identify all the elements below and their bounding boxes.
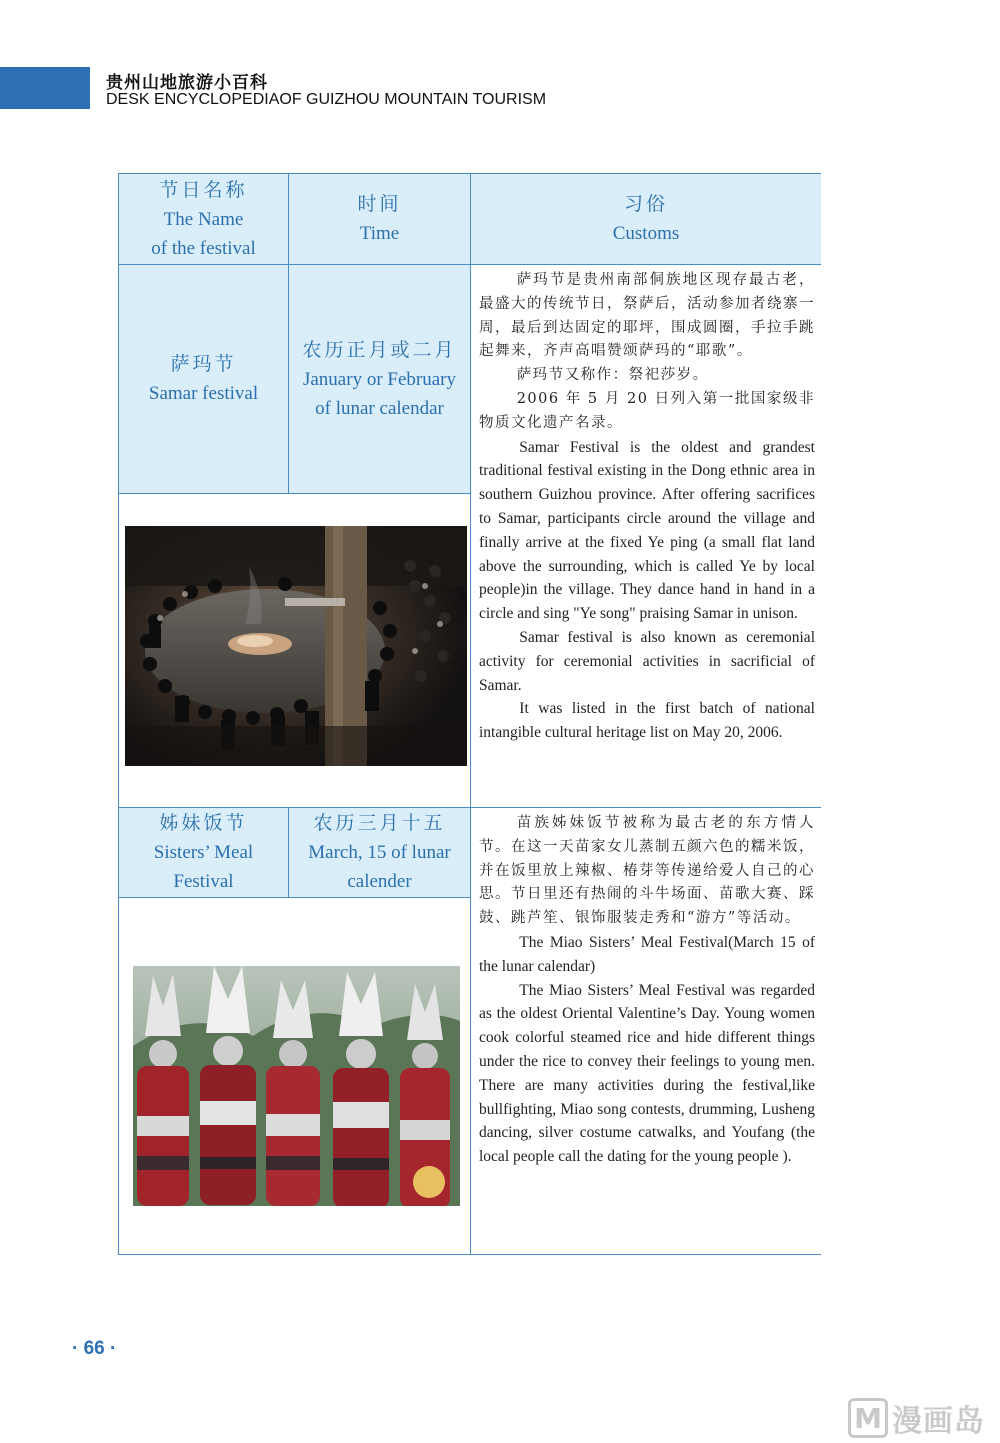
- watermark-logo: [848, 1396, 998, 1440]
- watermark-text: 漫画岛: [892, 1404, 985, 1439]
- row2-customs-paragraph: The Miao Sisters’ Meal Festival was regarded as the oldest Oriental Valentine’s Day. Young women cook colorful steamed rice and hide different things under the rice to convey their feelings to young men. There are many activities during the festival,like bullfighting, Miao song contests, drumming, Lusheng dancing, silver costume catwalks, and Youfang (the local people call the dating for the young people ).: [479, 981, 815, 1166]
- column-header-time-cn: 时间: [357, 193, 402, 215]
- row1-customs-paragraph: Samar festival is also known as ceremonial activity for ceremonial activities in sacrificial of Samar.: [479, 628, 815, 694]
- row2-customs-paragraph: 苗族姊妹饭节被称为最古老的东方情人节。在这一天苗家女儿蒸制五颜六色的糯米饭，并在饭里放上辣椒、椿芽等传递给爱人自己的心思。节日里还有热闹的斗牛场面、苗歌大赛、踩鼓、跳芦笙、银饰服装走秀和“游方”等活动。: [479, 815, 815, 927]
- samar-festival-photo-illustration: [125, 526, 467, 766]
- row2-time-en1: March, 15 of lunar: [308, 842, 451, 863]
- sisters-meal-festival-photo: [133, 966, 460, 1206]
- watermark-m-icon: M: [848, 1398, 888, 1438]
- row2-time-cn: 农历三月十五: [313, 812, 446, 834]
- row1-time-en1: January or February: [302, 368, 456, 390]
- row1-customs-paragraph: Samar Festival is the oldest and grandest traditional festival existing in the Dong ethnic area in southern Guizhou province. After offering sacrifices to Samar, participants circle around the village and finally arrive at the fixed Ye ping (a small flat land above the surrounding, which is called Ye by local people)in the village. They dance hand in hand in a circle and sing "Ye song" praising Samar in unison.: [479, 438, 815, 623]
- column-header-customs-cn: 习俗: [623, 193, 668, 215]
- column-header-customs-en: Customs: [612, 223, 680, 244]
- festival-table: [118, 173, 821, 1255]
- row2-customs-paragraph: The Miao Sisters’ Meal Festival(March 15 of the lunar calendar): [479, 933, 815, 975]
- row2-name-cell: [119, 808, 289, 898]
- row2-time-en2: calender: [347, 871, 412, 892]
- row1-customs-paragraph: 2006 年 5 月 20 日列入第一批国家级非物质文化遗产名录。: [479, 390, 815, 431]
- column-header-name-cn: 节日名称: [159, 178, 248, 201]
- row1-customs-cell: [471, 265, 821, 808]
- row2-name-cn: 姊妹饭节: [159, 812, 248, 834]
- row1-time-en2: of lunar calendar: [315, 397, 444, 419]
- column-header-time-en: Time: [359, 223, 400, 244]
- header-accent-bar: [0, 67, 90, 109]
- row2-time-cell: [289, 808, 471, 898]
- column-header-time: [289, 174, 471, 265]
- row1-photo-cell: [119, 494, 471, 808]
- row1-time-cell: [289, 265, 471, 494]
- row1-time-cn: 农历正月或二月: [302, 338, 457, 361]
- row1-name-cn: 萨玛节: [170, 353, 237, 375]
- samar-festival-photo: [125, 526, 467, 766]
- row1-name-en: Samar festival: [148, 383, 259, 404]
- row2-customs-cell: [471, 808, 821, 1254]
- row1-customs-paragraph: It was listed in the first batch of national intangible cultural heritage list on May 20, 2006.: [479, 700, 815, 742]
- row1-customs-paragraph: 萨玛节是贵州南部侗族地区现存最古老，最盛大的传统节日，祭萨后，活动参加者绕寨一周，最后到达固定的耶坪，围成圆圈，手拉手跳起舞来，齐声高唱赞颂萨玛的“耶歌”。: [479, 272, 815, 360]
- column-header-customs: [471, 174, 821, 265]
- column-header-name-en1: The Name: [163, 208, 244, 230]
- row2-name-en1: Sisters’ Meal: [153, 842, 254, 863]
- row2-name-en2: Festival: [173, 871, 234, 892]
- page-number: · 66 ·: [72, 1338, 117, 1359]
- row1-customs-paragraph: 萨玛节又称作：祭祀莎岁。: [516, 367, 709, 384]
- row1-name-cell: [119, 265, 289, 494]
- row2-photo-cell: [119, 898, 471, 1254]
- column-header-name-en2: of the festival: [151, 237, 256, 259]
- header-title-en: DESK ENCYCLOPEDIAOF GUIZHOU MOUNTAIN TOURISM: [106, 91, 547, 108]
- column-header-name: [119, 174, 289, 265]
- header-title-cn: 贵州山地旅游小百科: [106, 73, 268, 93]
- sisters-meal-festival-photo-illustration: [133, 966, 460, 1206]
